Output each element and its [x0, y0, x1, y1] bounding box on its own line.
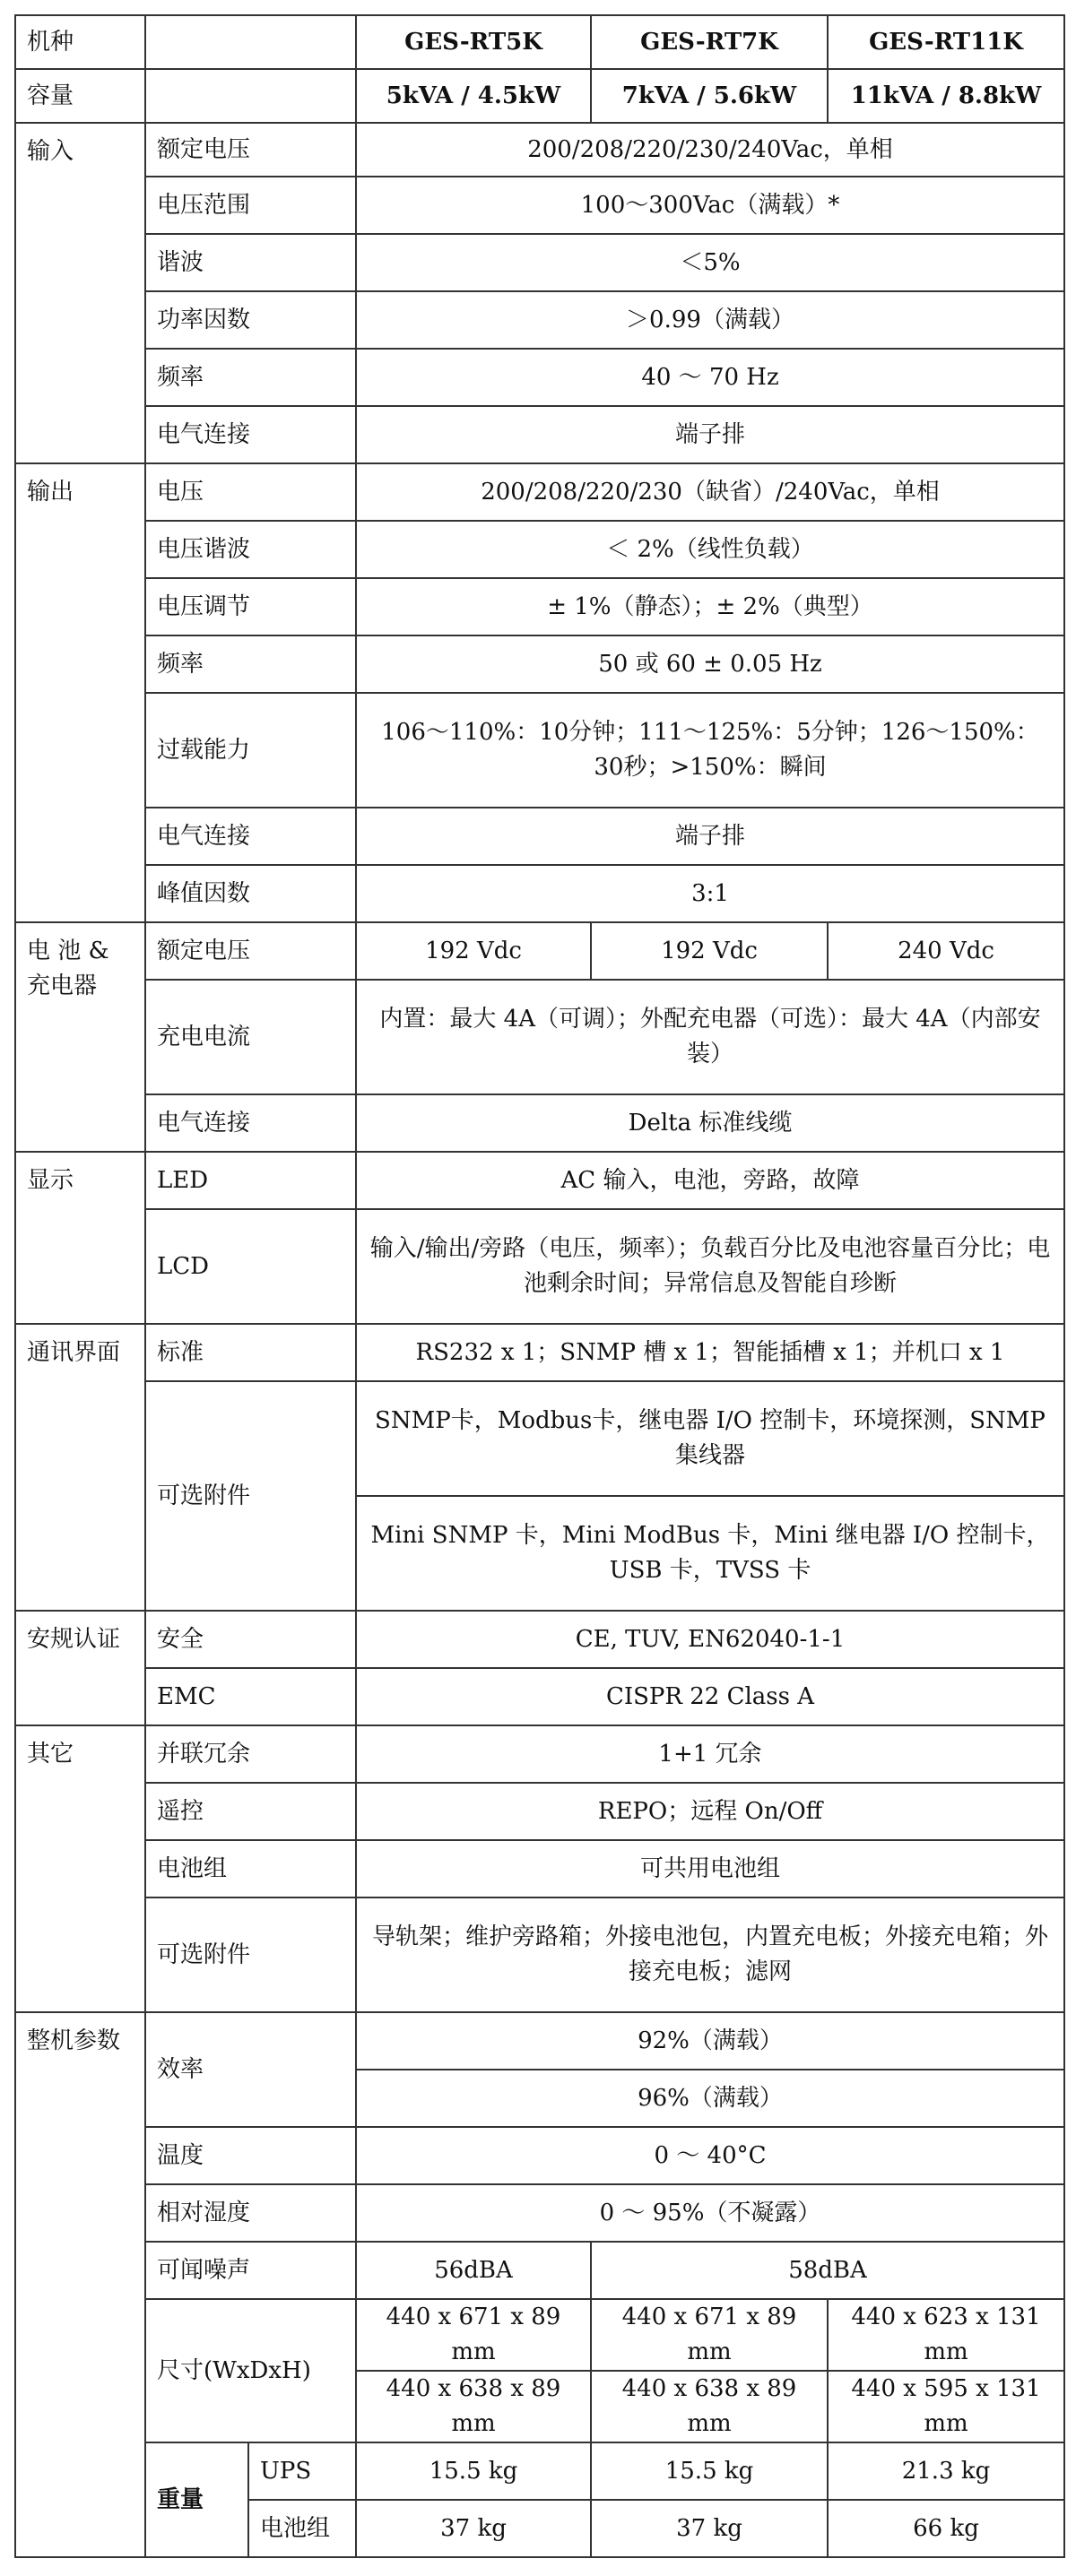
- spec-value: 内置：最大 4A（可调）；外配充电器（可选）：最大 4A（内部安装）: [356, 980, 1064, 1094]
- row-unit-dimensions-1: [15, 2299, 1064, 2371]
- row-battery-rated-voltage: [15, 922, 1064, 980]
- spec-value: 3:1: [356, 865, 1064, 922]
- spec-value: SNMP卡，Modbus卡，继电器 I/O 控制卡，环境探测，SNMP 集线器: [356, 1381, 1064, 1496]
- weight-ups-7k: 15.5 kg: [591, 2442, 828, 2500]
- spec-value: 端子排: [356, 808, 1064, 865]
- row-output-crest-factor: [15, 865, 1064, 922]
- row-battery-charge-current: [15, 980, 1064, 1094]
- weight-label: 重量: [145, 2442, 248, 2557]
- weight-ups-label: UPS: [248, 2442, 356, 2500]
- section-other: 其它: [15, 1725, 145, 2012]
- spec-value: 0 ～ 40°C: [356, 2127, 1064, 2184]
- spec-label: 电压: [145, 463, 356, 521]
- row-output-overload: [15, 693, 1064, 808]
- weight-pack-label: 电池组: [248, 2500, 356, 2557]
- spec-label: 电池组: [145, 1840, 356, 1897]
- capacity-11k: 11kVA / 8.8kW: [828, 69, 1064, 123]
- dimension-pack-5k: 440 x 638 x 89 mm: [356, 2371, 591, 2442]
- spec-label: 可选附件: [145, 1381, 356, 1611]
- spec-value: 输入/输出/旁路（电压，频率）；负载百分比及电池容量百分比；电池剩余时间；异常信息及智能自珍断: [356, 1209, 1064, 1324]
- spec-value: Mini SNMP 卡，Mini ModBus 卡，Mini 继电器 I/O 控制卡，USB 卡，TVSS 卡: [356, 1496, 1064, 1611]
- spec-label: 电气连接: [145, 406, 356, 463]
- row-comms-optional-1: [15, 1381, 1064, 1496]
- section-certification: 安规认证: [15, 1611, 145, 1725]
- weight-ups-11k: 21.3 kg: [828, 2442, 1064, 2500]
- spec-label: 过载能力: [145, 693, 356, 808]
- battery-voltage-5k: 192 Vdc: [356, 922, 591, 980]
- spec-value: 导轨架；维护旁路箱；外接电池包，内置充电板；外接充电箱；外接充电板；滤网: [356, 1897, 1064, 2012]
- spec-table: [14, 14, 1065, 2558]
- spec-value: REPO；远程 On/Off: [356, 1783, 1064, 1840]
- noise-7k-11k: 58dBA: [591, 2242, 1064, 2299]
- row-cert-safety: [15, 1611, 1064, 1668]
- dimension-pack-11k: 440 x 595 x 131 mm: [828, 2371, 1064, 2442]
- spec-label: 相对湿度: [145, 2184, 356, 2242]
- spec-label: 功率因数: [145, 291, 356, 349]
- row-input-power-factor: [15, 291, 1064, 349]
- spec-label: 频率: [145, 349, 356, 406]
- noise-5k: 56dBA: [356, 2242, 591, 2299]
- spec-value: ＜ 2%（线性负载）: [356, 521, 1064, 578]
- row-input-voltage-range: [15, 177, 1064, 234]
- spec-value: 100～300Vac（满载）*: [356, 177, 1064, 234]
- row-display-lcd: [15, 1209, 1064, 1324]
- section-unit: 整机参数: [15, 2012, 145, 2557]
- spec-label: 电压范围: [145, 177, 356, 234]
- row-output-connection: [15, 808, 1064, 865]
- spec-label: LCD: [145, 1209, 356, 1324]
- spec-label: 充电电流: [145, 980, 356, 1094]
- weight-pack-7k: 37 kg: [591, 2500, 828, 2557]
- battery-voltage-11k: 240 Vdc: [828, 922, 1064, 980]
- spec-label: 电气连接: [145, 1094, 356, 1152]
- weight-pack-11k: 66 kg: [828, 2500, 1064, 2557]
- row-unit-humidity: [15, 2184, 1064, 2242]
- row-output-regulation: [15, 578, 1064, 635]
- row-other-remote: [15, 1783, 1064, 1840]
- row-output-frequency: [15, 635, 1064, 693]
- spec-label: 标准: [145, 1324, 356, 1381]
- section-display: 显示: [15, 1152, 145, 1324]
- spec-label: 谐波: [145, 234, 356, 291]
- row-cert-emc: [15, 1668, 1064, 1725]
- spec-label: 遥控: [145, 1783, 356, 1840]
- capacity-5k: 5kVA / 4.5kW: [356, 69, 591, 123]
- dimension-ups-11k: 440 x 623 x 131 mm: [828, 2299, 1064, 2371]
- model-name-7k: GES-RT7K: [591, 15, 828, 69]
- spec-label: 电压调节: [145, 578, 356, 635]
- spec-value: 50 或 60 ± 0.05 Hz: [356, 635, 1064, 693]
- row-unit-efficiency-1: [15, 2012, 1064, 2070]
- row-comms-standard: [15, 1324, 1064, 1381]
- models-label: 机种: [15, 15, 145, 69]
- spec-label: LED: [145, 1152, 356, 1209]
- row-output-voltage-harmonics: [15, 521, 1064, 578]
- spec-label: 峰值因数: [145, 865, 356, 922]
- spec-label: 效率: [145, 2012, 356, 2127]
- row-unit-noise: [15, 2242, 1064, 2299]
- section-comms: 通讯界面: [15, 1324, 145, 1611]
- spec-value: 1+1 冗余: [356, 1725, 1064, 1783]
- row-input-harmonics: [15, 234, 1064, 291]
- row-unit-weight-ups: [15, 2442, 1064, 2500]
- spec-value: 可共用电池组: [356, 1840, 1064, 1897]
- spec-value: 96%（满载）: [356, 2070, 1064, 2127]
- spec-value: AC 输入，电池，旁路，故障: [356, 1152, 1064, 1209]
- spec-label: 电气连接: [145, 808, 356, 865]
- row-other-accessories: [15, 1897, 1064, 2012]
- row-other-battery-pack: [15, 1840, 1064, 1897]
- spec-label: 温度: [145, 2127, 356, 2184]
- spec-label: 频率: [145, 635, 356, 693]
- weight-ups-5k: 15.5 kg: [356, 2442, 591, 2500]
- spec-label: 额定电压: [145, 922, 356, 980]
- row-other-parallel: [15, 1725, 1064, 1783]
- dimension-pack-7k: 440 x 638 x 89 mm: [591, 2371, 828, 2442]
- row-battery-connection: [15, 1094, 1064, 1152]
- spec-value: CISPR 22 Class A: [356, 1668, 1064, 1725]
- weight-pack-5k: 37 kg: [356, 2500, 591, 2557]
- row-input-rated-voltage: [15, 123, 1064, 177]
- spec-value: 92%（满载）: [356, 2012, 1064, 2070]
- spec-label: 并联冗余: [145, 1725, 356, 1783]
- spec-label: 额定电压: [145, 123, 356, 177]
- spec-value: 40 ～ 70 Hz: [356, 349, 1064, 406]
- spec-value: ＞0.99（满载）: [356, 291, 1064, 349]
- spec-label: EMC: [145, 1668, 356, 1725]
- model-name-11k: GES-RT11K: [828, 15, 1064, 69]
- spec-value: Delta 标准线缆: [356, 1094, 1064, 1152]
- row-input-connection: [15, 406, 1064, 463]
- row-unit-temperature: [15, 2127, 1064, 2184]
- spec-value: ＜5%: [356, 234, 1064, 291]
- spec-value: 200/208/220/230/240Vac，单相: [356, 123, 1064, 177]
- row-output-voltage: [15, 463, 1064, 521]
- section-input: 输入: [15, 123, 145, 463]
- row-capacity: [15, 69, 1064, 123]
- spec-value: CE, TUV, EN62040-1-1: [356, 1611, 1064, 1668]
- row-display-led: [15, 1152, 1064, 1209]
- dimension-ups-5k: 440 x 671 x 89 mm: [356, 2299, 591, 2371]
- model-name-5k: GES-RT5K: [356, 15, 591, 69]
- spec-label: 电压谐波: [145, 521, 356, 578]
- capacity-7k: 7kVA / 5.6kW: [591, 69, 828, 123]
- spec-value: 0 ～ 95%（不凝露）: [356, 2184, 1064, 2242]
- dimension-ups-7k: 440 x 671 x 89 mm: [591, 2299, 828, 2371]
- row-models: [15, 15, 1064, 69]
- capacity-label: 容量: [15, 69, 145, 123]
- spec-value: 106～110%：10分钟；111～125%：5分钟；126～150%：30秒；>150%：瞬间: [356, 693, 1064, 808]
- spec-label: 可选附件: [145, 1897, 356, 2012]
- section-battery: 电 池 & 充电器: [15, 922, 145, 1152]
- section-output: 输出: [15, 463, 145, 922]
- spec-label: 可闻噪声: [145, 2242, 356, 2299]
- spec-label: 安全: [145, 1611, 356, 1668]
- spec-value: 端子排: [356, 406, 1064, 463]
- row-input-frequency: [15, 349, 1064, 406]
- battery-voltage-7k: 192 Vdc: [591, 922, 828, 980]
- spec-value: RS232 x 1；SNMP 槽 x 1；智能插槽 x 1；并机口 x 1: [356, 1324, 1064, 1381]
- spec-value: 200/208/220/230（缺省）/240Vac，单相: [356, 463, 1064, 521]
- spec-value: ± 1%（静态）；± 2%（典型）: [356, 578, 1064, 635]
- spec-label: 尺寸(WxDxH): [145, 2299, 356, 2442]
